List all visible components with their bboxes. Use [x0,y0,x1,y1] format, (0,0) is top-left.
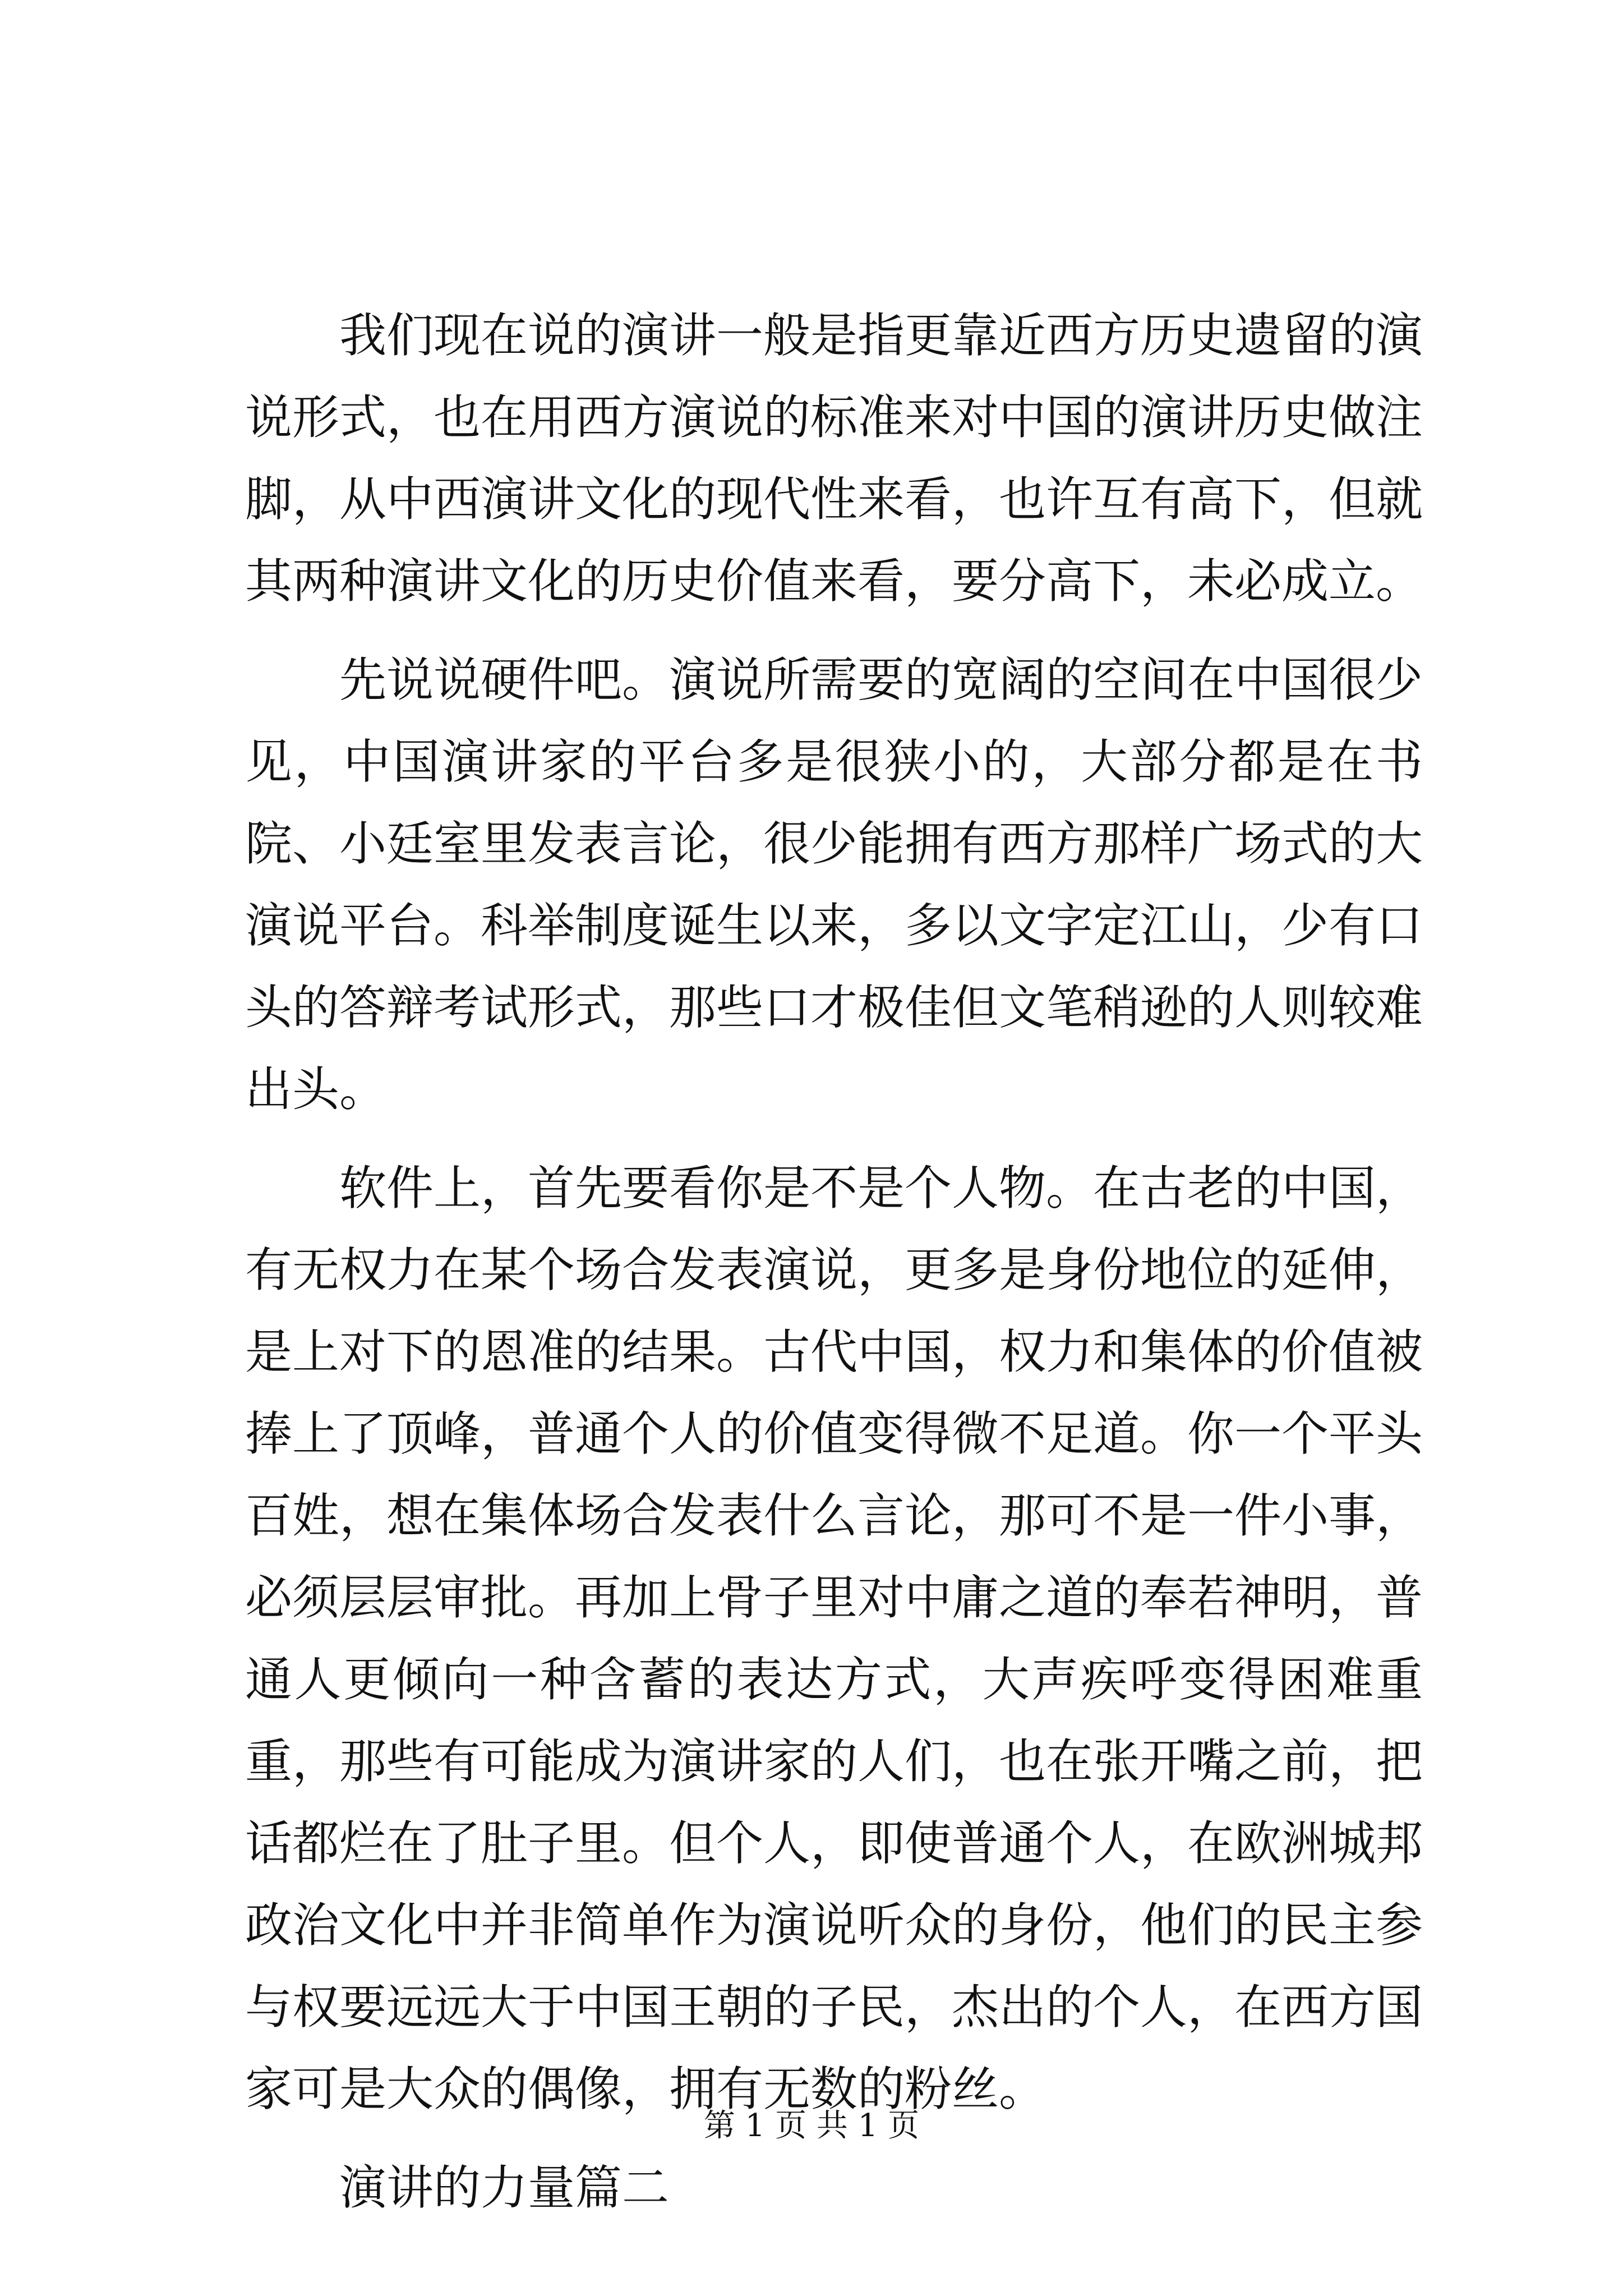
document-body [245,295,1423,2246]
paragraph-2: 先说说硬件吧。演说所需要的宽阔的空间在中国很少见，中国演讲家的平台多是很狭小的，大部分都是在书院、小廷室里发表言论，很少能拥有西方那样广场式的大演说平台。科举制度诞生以来，多以文字定江山，少有口头的答辩考试形式，那些口才极佳但文笔稍逊的人则较难出头。 [245,652,1423,1117]
paragraph-1: 我们现在说的演讲一般是指更靠近西方历史遗留的演说形式，也在用西方演说的标准来对中国的演讲历史做注脚，从中西演讲文化的现代性来看，也许互有高下，但就其两种演讲文化的历史价值来看，要分高下，未必成立。 [245,308,1423,609]
page-footer: 第 1 页 共 1 页 [703,2108,920,2144]
paragraph-3: 软件上，首先要看你是不是个人物。在古老的中国，有无权力在某个场合发表演说，更多是身份地位的延伸，是上对下的恩准的结果。古代中国，权力和集体的价值被捧上了顶峰，普通个人的价值变得微不足道。你一个平头百姓，想在集体场合发表什么言论，那可不是一件小事，必须层层审批。再加上骨子里对中庸之道的奉若神明，普通人更倾向一种含蓄的表达方式，大声疾呼变得困难重重，那些有可能成为演讲家的人们，也在张开嘴之前，把话都烂在了肚子里。但个人，即使普通个人，在欧洲城邦政治文化中并非简单作为演说听众的身份，他们的民主参与权要远远大于中国王朝的子民，杰出的个人，在西方国家可是大众的偶像，拥有无数的粉丝。 [245,1161,1423,2116]
section-heading: 演讲的力量篇二 [339,2160,670,2215]
